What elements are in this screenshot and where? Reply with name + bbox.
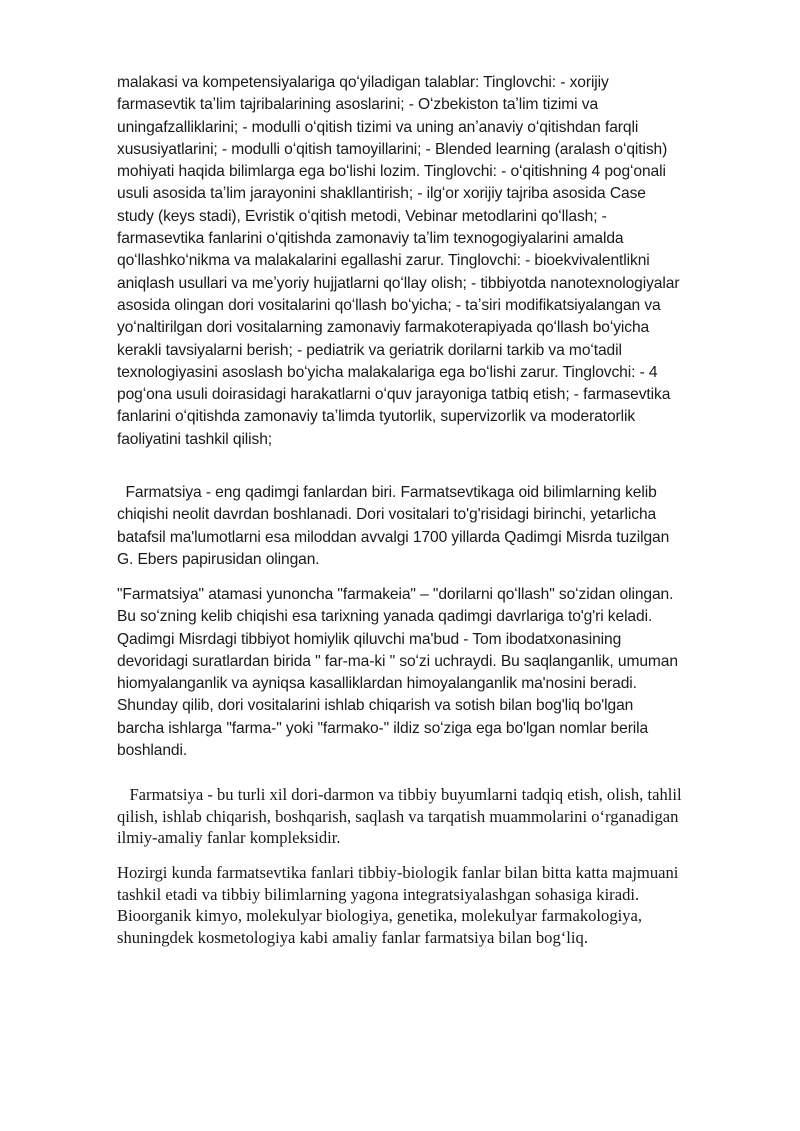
- paragraph-pharmacy-definition: Farmatsiya - bu turli xil dori-darmon va tibbiy buyumlarni tadqiq etish, olish, tahlil qilish, ishlab chiqarish, boshqarish, saqlash va tarqatish muammolarini oʻrganadigan ilmiy-amaliy fanlar kompleksidir.: [117, 785, 686, 847]
- paragraph-term-origin: "Farmatsiya" atamasi yunoncha "farmakeia" – "dorilarni qoʻllash" soʻzidan olingan. Bu soʻzning kelib chiqishi esa tarixning yanada qadimgi davrlariga to'g'ri keladi. Qadimgi Misrdagi tibbiyot homiylik qiluvchi ma'bud - Tom ibodatxonasining devoridagi suratlardan birida " far-ma-ki " soʻzi uchraydi. Bu saqlanganlik, umuman hiomyalanganlik va ayniqsa kasalliklardan himoyalanganlik ma'nosini beradi. Shunday qilib, dori vositalarini ishlab chiqarish va sotish bilan bog'liq bo'lgan barcha ishlarga "farma-" yoki "farmako-" ildiz soʻziga ega bo'lgan nomlar berila boshlandi.: [117, 586, 678, 760]
- paragraph-requirements: malakasi va kompetensiyalariga qoʻyiladigan talablar: Tinglovchi: - xorijiy farmasevtik taʼlim tajribalarining asoslarini; - Oʻzbekiston taʼlim tizimi va uningafzalliklarini; - modulli oʻqitish tizimi va uning anʼanaviy oʻqitishdan farqli xususiyatlarini; - modulli oʻqitish tamoyillarini; - Blended learning (aralash oʻqitish) mohiyati haqida bilimlarga ega boʻlishi lozim. Tinglovchi: - oʻqitishning 4 pogʻonali usuli asosida taʼlim jarayonini shakllantirish; - ilgʻor xorijiy tajriba asosida Case study (keys stadi), Evristik oʻqitish metodi, Vebinar metodlarini qoʻllash; - farmasevtika fanlarini oʻqitishda zamonaviy taʼlim texnogogiyalarini amalda qoʻllashkoʻnikma va malakalarini egallashi zarur. Tinglovchi: - bioekvivalentlikni aniqlash usullari va meʼyoriy hujjatlarni qoʻllay olish; - tibbiyotda nanotexnologiyalar asosida olingan dori vositalarini qoʻllash boʻyicha; - taʼsiri modifikatsiyalangan va yoʻnaltirilgan dori vositalarning zamonaviy farmakoterapiyada qoʻllash boʻyicha kerakli tavsiyalarni berish; - pediatrik va geriatrik dorilarni tarkib va moʻtadil texnologiyasini asoslash boʻyicha malakalariga ega boʻlishi zarur. Tinglovchi: - 4 pogʻona usuli doirasidagi harakatlarni oʻquv jarayoniga tatbiq etish; - farmasevtika fanlarini oʻqitishda zamonaviy taʼlimda tyutorlik, supervizorlik va moderatorlik faoliyatini tashkil qilish;: [117, 74, 680, 448]
- paragraph-modern-pharmacy: Hozirgi kunda farmatsevtika fanlari tibbiy-biologik fanlar bilan bitta katta majmuani tashkil etadi va tibbiy bilimlarning yagona integratsiyalashgan sohasiga kiradi. Bioorganik kimyo, molekulyar biologiya, genetika, molekulyar farmakologiya, shuningdek kosmetologiya kabi amaliy fanlar farmatsiya bilan bogʻliq.: [117, 863, 679, 947]
- paragraph-pharmacy-history: Farmatsiya - eng qadimgi fanlardan biri. Farmatsevtikaga oid bilimlarning kelib chiqishi neolit davrdan boshlanadi. Dori vositalari to'g'risidagi birinchi, yetarlicha batafsil ma'lumotlarni esa miloddan avvalgi 1700 yillarda Qadimgi Misrda tuzilgan G. Ebers papirusidan olingan.: [117, 484, 674, 568]
